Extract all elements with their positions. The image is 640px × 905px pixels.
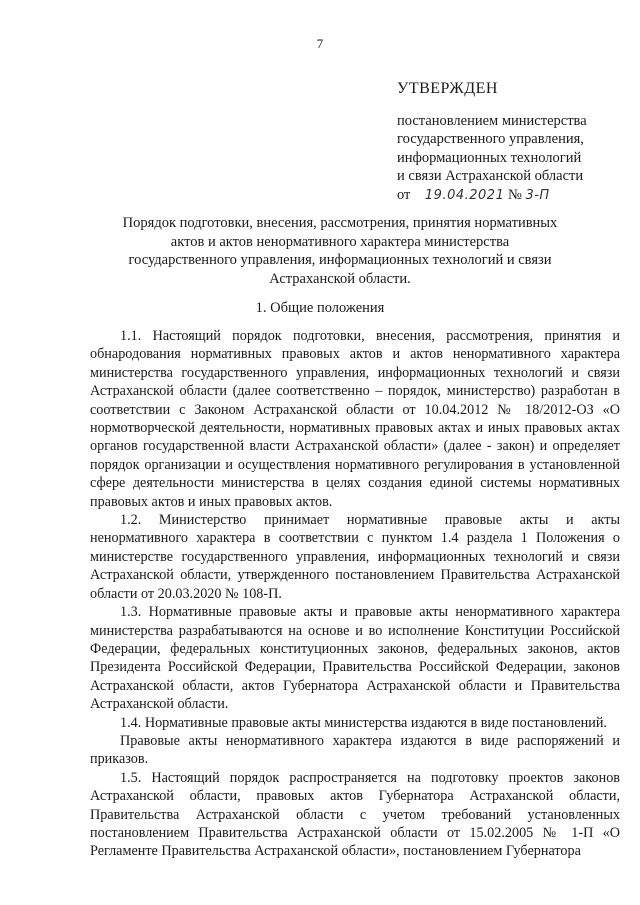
date-prefix: от [397, 186, 411, 203]
document-title: Порядок подготовки, внесения, рассмотрения, принятия нормативных актов и актов ненормативного характера министерства государственного управления, информационных технологий и связи Астраханской области. [122, 215, 558, 287]
approval-line: постановлением министерства [397, 112, 587, 129]
handwritten-number: 3-П [525, 187, 550, 203]
approval-title: УТВЕРЖДЕН [397, 80, 498, 97]
body-text [90, 327, 620, 861]
paragraph: Правовые акты ненормативного характера издаются в виде распоряжений и приказов. [90, 732, 620, 768]
number-prefix: № [507, 186, 522, 203]
handwritten-date: 19.04.2021 [424, 187, 505, 203]
approval-line: и связи Астраханской области [397, 168, 584, 184]
paragraph: 1.1. Настоящий порядок подготовки, внесения, рассмотрения, принятия и обнародования нормативных правовых актов и актов ненормативного характера министерства государственного управления, информационных технологий и связи Астраханской области (далее соответственно – порядок, министерство) разработан в соответствии с Законом Астраханской области от 10.04.2012 № 18/2012-ОЗ «О нормотворческой деятельности, нормативных правовых актах и иных правовых актах органов государственной власти Астраханской области» (далее - закон) и определяет порядок организации и осуществления нормативного регулирования в установленной сфере деятельности министерства в целях создания единой системы нормативных правовых актов и иных правовых актов. [90, 328, 620, 510]
approval-date-line [397, 186, 617, 206]
approval-line: информационных технологий [397, 149, 582, 166]
page-number: 7 [316, 36, 324, 51]
paragraph: 1.4. Нормативные правовые акты министерства издаются в виде постановлений. [120, 714, 607, 731]
approval-block [397, 80, 617, 205]
paragraph: 1.3. Нормативные правовые акты и правовые акты ненормативного характера министерства разрабатываются на основе и во исполнение Конституции Российской Федерации, федеральных конституционных законов, федеральных законов, актов Президента Российской Федерации, Правительства Российской Федерации, законов Астраханской области, актов Губернатора Астраханской области и Правительства Астраханской области. [90, 604, 620, 713]
section-heading: 1. Общие положения [255, 300, 385, 316]
approval-line: государственного управления, [397, 131, 584, 147]
paragraph: 1.5. Настоящий порядок распространяется на подготовку проектов законов Астраханской области, правовых актов Губернатора Астраханской области, Правительства Астраханской области с учетом требований установленных постановлением Правительства Астраханской области от 15.02.2005 № 1-П «О Регламенте Правительства Астраханской области», постановлением Губернатора [90, 769, 620, 860]
paragraph: 1.2. Министерство принимает нормативные правовые акты и акты ненормативного характера в соответствии с пунктом 1.4 раздела 1 Положения о министерстве государственного управления, информационных технологий и связи Астраханской области, утвержденного постановлением Правительства Астраханской области от 20.03.2020 № 108-П. [90, 512, 620, 602]
